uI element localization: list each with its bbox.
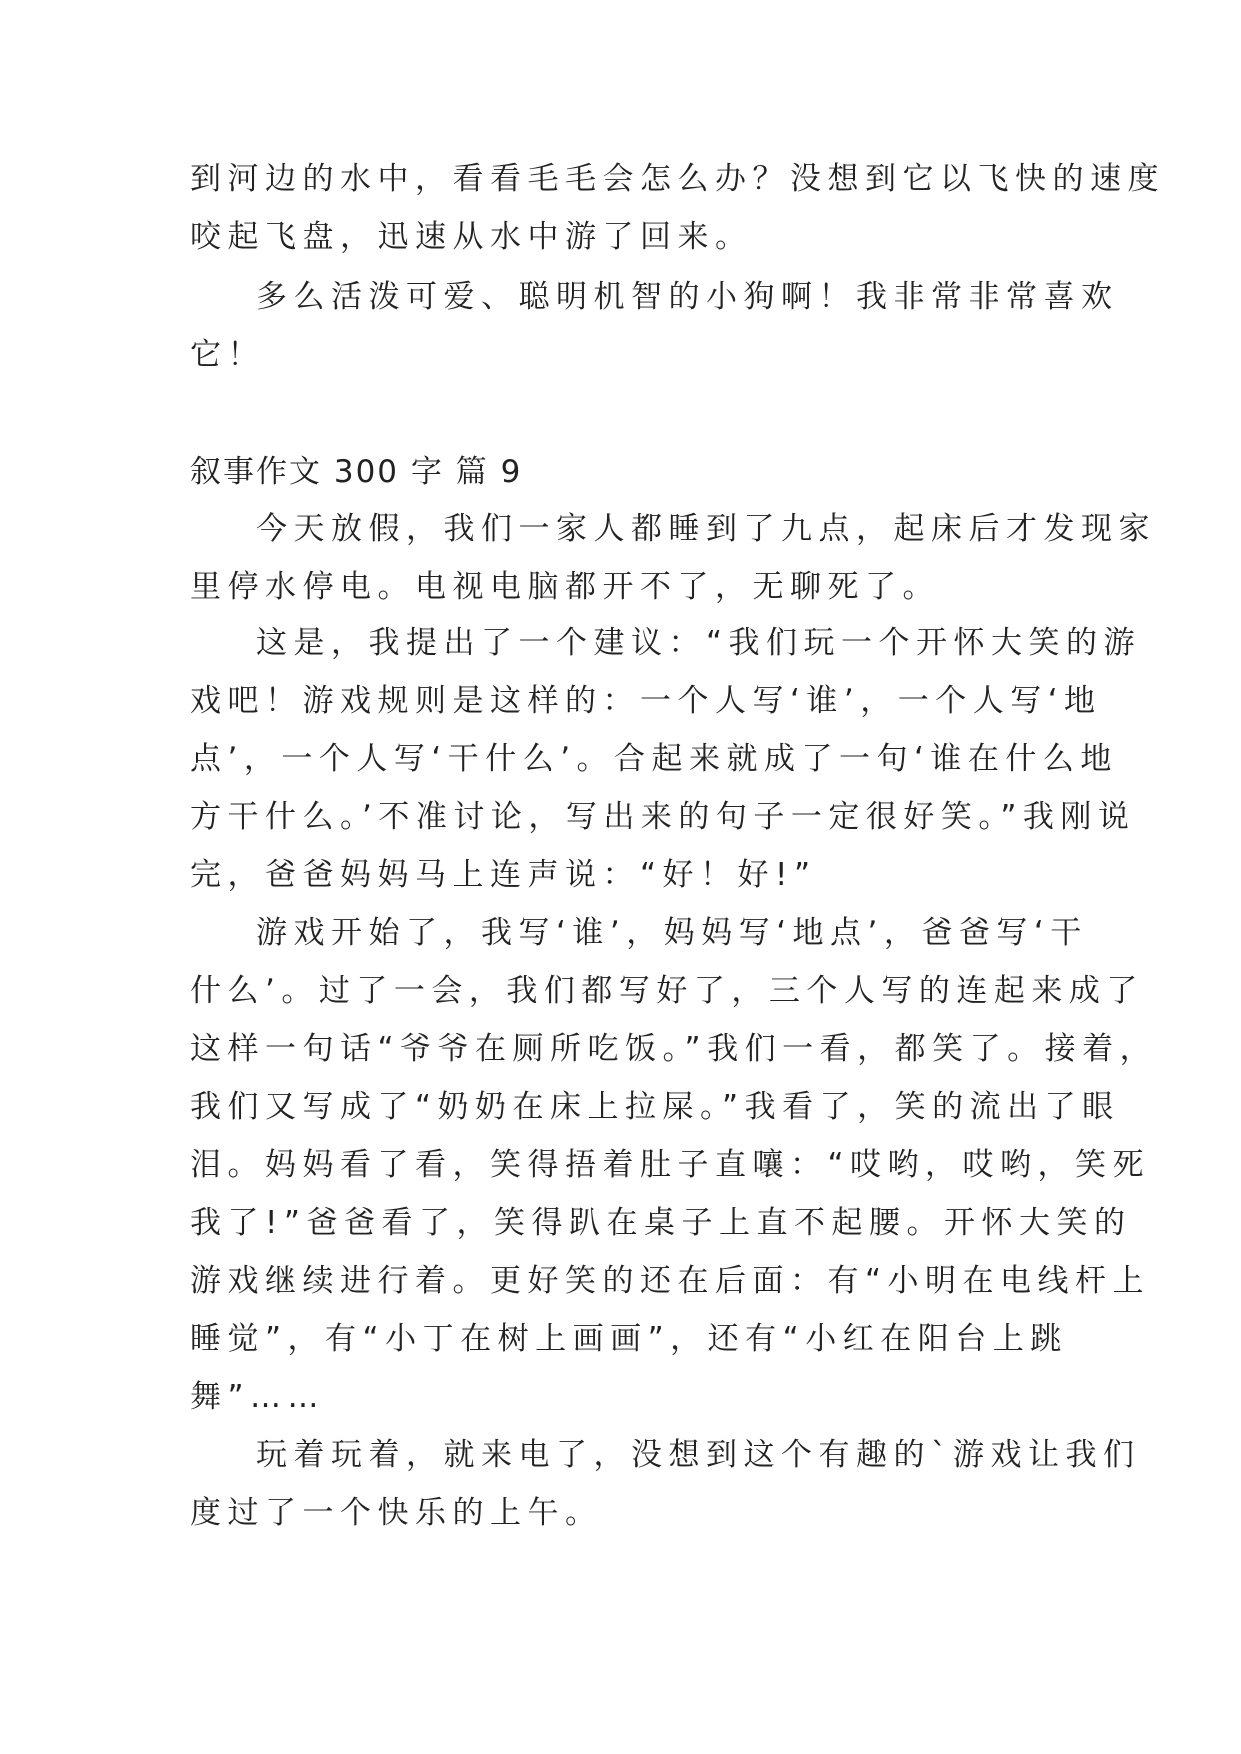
paragraph-4 (190, 1426, 1141, 1542)
text-line: 到河边的水中，看看毛毛会怎么办？没想到它以飞快的速度 (190, 161, 1165, 197)
text-line: 游戏开始了，我写‘谁’，妈妈写‘地点’，爸爸写‘干 (256, 915, 1088, 951)
paragraph-2 (190, 614, 1142, 904)
text-line: 什么’。过了一会，我们都写好了，三个人写的连起来成了 (190, 973, 1144, 1009)
text-line: 多么活泼可爱、聪明机智的小狗啊！我非常非常喜欢 (256, 279, 1119, 315)
text-line: 它！ (190, 337, 265, 373)
text-line: 睡觉”，有“小丁在树上画画”，还有“小红在阳台上跳 (190, 1321, 1068, 1357)
paragraph-continued (190, 150, 1165, 266)
text-line: 我了!”爸爸看了，笑得趴在桌子上直不起腰。开怀大笑的 (190, 1205, 1132, 1241)
text-line: 度过了一个快乐的上午。 (190, 1495, 603, 1531)
text-line: 舞”…… (190, 1379, 326, 1415)
text-line: 点’，一个人写‘干什么’。合起来就成了一句‘谁在什么地 (190, 741, 1118, 777)
text-line: 完，爸爸妈妈马上连声说：“好！好!” (190, 857, 817, 893)
paragraph-1 (190, 500, 1156, 616)
text-line: 这样一句话“爷爷在厕所吃饭。”我们一看，都笑了。接着， (190, 1031, 1158, 1067)
text-line: 泪。妈妈看了看，笑得捂着肚子直嚷：“哎哟，哎哟，笑死 (190, 1147, 1151, 1183)
text-line: 这是，我提出了一个建议：“我们玩一个开怀大笑的游 (256, 625, 1142, 661)
text-line: 咬起飞盘，迅速从水中游了回来。 (190, 219, 753, 255)
text-line: 我们又写成了“奶奶在床上拉屎。”我看了，笑的流出了眼 (190, 1089, 1120, 1125)
text-line: 方干什么。’不准讨论，写出来的句子一定很好笑。”我刚说 (190, 799, 1136, 835)
section-title: 叙事作文 300 字 篇 9 (190, 454, 523, 490)
paragraph-love-dog (190, 268, 1119, 384)
text-line: 里停水停电。电视电脑都开不了，无聊死了。 (190, 569, 940, 605)
text-line: 游戏继续进行着。更好笑的还在后面：有“小明在电线杆上 (190, 1263, 1151, 1299)
paragraph-3 (190, 904, 1158, 1426)
text-line: 玩着玩着，就来电了，没想到这个有趣的`游戏让我们 (256, 1437, 1141, 1473)
text-line: 今天放假，我们一家人都睡到了九点，起床后才发现家 (256, 511, 1156, 547)
text-line: 戏吧！游戏规则是这样的：一个人写‘谁’，一个人写‘地 (190, 683, 1102, 719)
